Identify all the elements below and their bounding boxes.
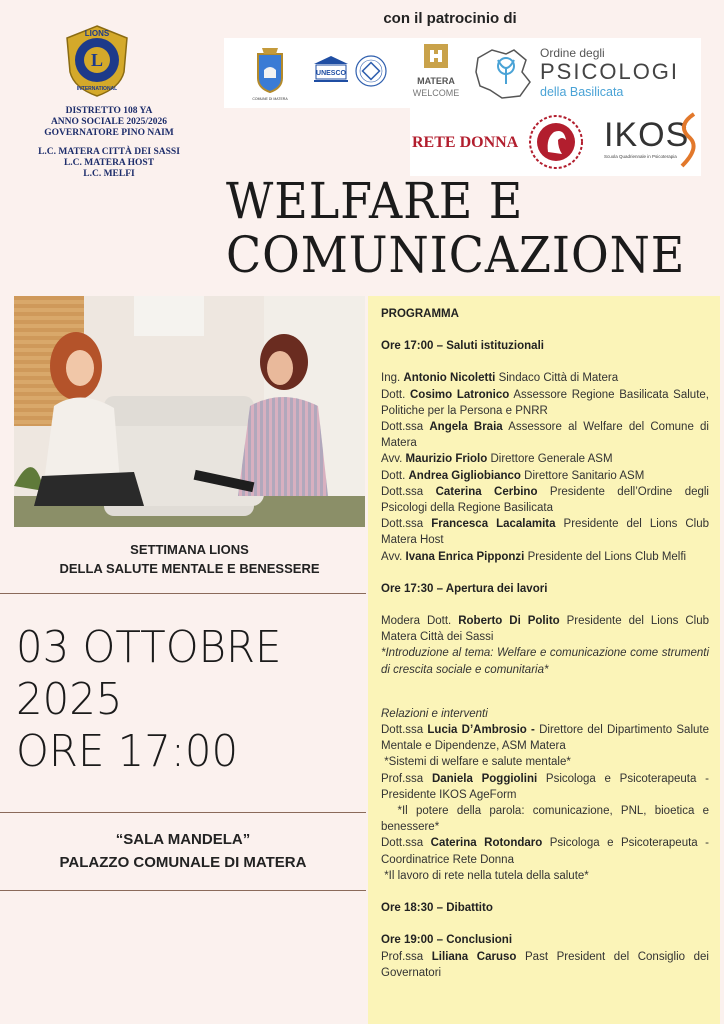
- title-line: COMUNICAZIONE: [226, 226, 686, 284]
- session-title: Ore 19:00 – Conclusioni: [381, 934, 513, 947]
- ikos-caption: Scuola Quadriennale in Psicoterapia: [604, 154, 677, 159]
- svg-text:UNESCO: UNESCO: [316, 70, 346, 77]
- rete-donna-emblem: [528, 114, 584, 170]
- ordine-psicologi-logo: [540, 46, 698, 100]
- divider: [0, 812, 366, 813]
- speaker-entry: Dott. Andrea Gigliobianco Direttore Sanitario ASM: [381, 469, 645, 482]
- lions-week-label: [14, 540, 365, 578]
- svg-text:WELCOME: WELCOME: [412, 88, 460, 98]
- event-venue: [0, 828, 366, 874]
- district-line: DISTRETTO 108 YA: [65, 106, 153, 116]
- speaker-entry: Dott.ssa Francesca Lacalamita Presidente del Lions Club Matera Host: [381, 518, 710, 547]
- speaker-entry: Dott.ssa Caterina Rotondaro Psicologa e Psicoterapeuta - Coordinatrice Rete Donna: [381, 837, 709, 866]
- date-line: 2025: [16, 674, 123, 725]
- world-heritage-emblem: [354, 54, 388, 88]
- title-line: WELFARE E: [226, 172, 524, 230]
- svg-text:L: L: [90, 50, 104, 70]
- speaker-entry: Avv. Ivana Enrica Pipponzi Presidente del Lions Club Melfi: [381, 550, 687, 563]
- speaker-entry: Dott.ssa Caterina Cerbino Presidente dell’Ordine degli Psicologi della Regione Basilicata: [381, 485, 709, 515]
- rete-donna-logo: RETE DONNA: [412, 134, 519, 151]
- counseling-photo: [14, 296, 365, 527]
- district-line: ANNO SOCIALE 2025/2026: [50, 117, 168, 127]
- club-line: L.C. MELFI: [83, 169, 135, 179]
- lions-international-logo: [62, 24, 132, 98]
- talk-topic: *Il potere della parola: comunicazione, PNL, bioetica e benessere*: [381, 805, 713, 834]
- divider: [0, 890, 366, 891]
- matera-welcome-logo: [406, 40, 466, 104]
- intro-topic: *Introduzione al tema: Welfare e comunicazione come strumenti di crescita sociale e comunitaria*: [381, 647, 709, 676]
- club-line: L.C. MATERA CITTÀ DEI SASSI: [38, 147, 180, 157]
- psicologi-text: PSICOLOGI: [540, 59, 680, 84]
- speaker-entry: Prof.ssa Liliana Caruso Past President del Consiglio dei Governatori: [381, 950, 709, 979]
- week-line: DELLA SALUTE MENTALE E BENESSERE: [59, 561, 320, 576]
- sponsor-logos-row-2: [410, 108, 701, 176]
- speaker-entry: Prof.ssa Daniela Poggiolini Psicologa e Psicoterapeuta - Presidente IKOS AgeForm: [381, 772, 709, 801]
- club-line: L.C. MATERA HOST: [63, 158, 155, 168]
- programme-panel: [368, 296, 720, 1024]
- week-line: SETTIMANA LIONS: [130, 542, 249, 557]
- talk-topic: *Il lavoro di rete nella tutela della salute*: [381, 869, 589, 882]
- speaker-entry: Dott. Cosimo Latronico Assessore Regione Basilicata Salute, Politiche per la Persona e PNRR: [381, 388, 709, 417]
- talks-heading: Relazioni e interventi: [381, 707, 488, 720]
- event-title: [226, 172, 686, 284]
- time-line: ORE 17:00: [16, 726, 239, 777]
- svg-text:INTERNATIONAL: INTERNATIONAL: [76, 86, 118, 92]
- programme-heading: PROGRAMMA: [381, 308, 459, 320]
- svg-text:COMUNE DI MATERA: COMUNE DI MATERA: [252, 97, 288, 101]
- comune-matera-crest: [250, 44, 290, 102]
- svg-text:MATERA: MATERA: [417, 76, 455, 86]
- speaker-entry: Dott.ssa Lucia D’Ambrosio - Direttore del Dipartimento Salute Mentale e Dipendenze, ASM Matera: [381, 724, 709, 753]
- event-date: [16, 622, 349, 778]
- psicologi-text: della Basilicata: [540, 85, 624, 99]
- session-title: Ore 18:30 – Dibattito: [381, 902, 493, 915]
- basilicata-region-map-icon: [472, 46, 536, 102]
- session-title: Ore 17:30 – Apertura dei lavori: [381, 582, 548, 595]
- ikos-swirl-icon: [674, 112, 700, 172]
- venue-line: PALAZZO COMUNALE DI MATERA: [59, 854, 307, 871]
- moderator-entry: Modera Dott. Roberto Di Polito Presidente del Lions Club Matera Città dei Sassi: [381, 615, 709, 644]
- sponsor-logos-row-1: [224, 38, 701, 108]
- session-title: Ore 17:00 – Saluti istituzionali: [381, 340, 544, 353]
- talk-topic: *Sistemi di welfare e salute mentale*: [381, 756, 571, 769]
- ikos-wordmark: IKOS: [604, 116, 690, 154]
- unesco-logo: [312, 54, 350, 88]
- date-line: 03 OTTOBRE: [16, 622, 282, 673]
- district-line: GOVERNATORE PINO NAIM: [44, 128, 174, 138]
- venue-line: “SALA MANDELA”: [115, 831, 251, 848]
- divider: [0, 593, 366, 594]
- speaker-entry: Dott.ssa Angela Braia Assessore al Welfare del Comune di Matera: [381, 421, 709, 450]
- speaker-entry: Avv. Maurizio Friolo Direttore Generale ASM: [381, 453, 613, 466]
- psicologi-text: Ordine degli: [540, 46, 605, 60]
- district-info: [20, 106, 198, 180]
- speaker-entry: Ing. Antonio Nicoletti Sindaco Città di Matera: [381, 372, 619, 385]
- svg-text:LIONS: LIONS: [84, 29, 110, 38]
- patronage-title: con il patrocinio di: [383, 10, 517, 27]
